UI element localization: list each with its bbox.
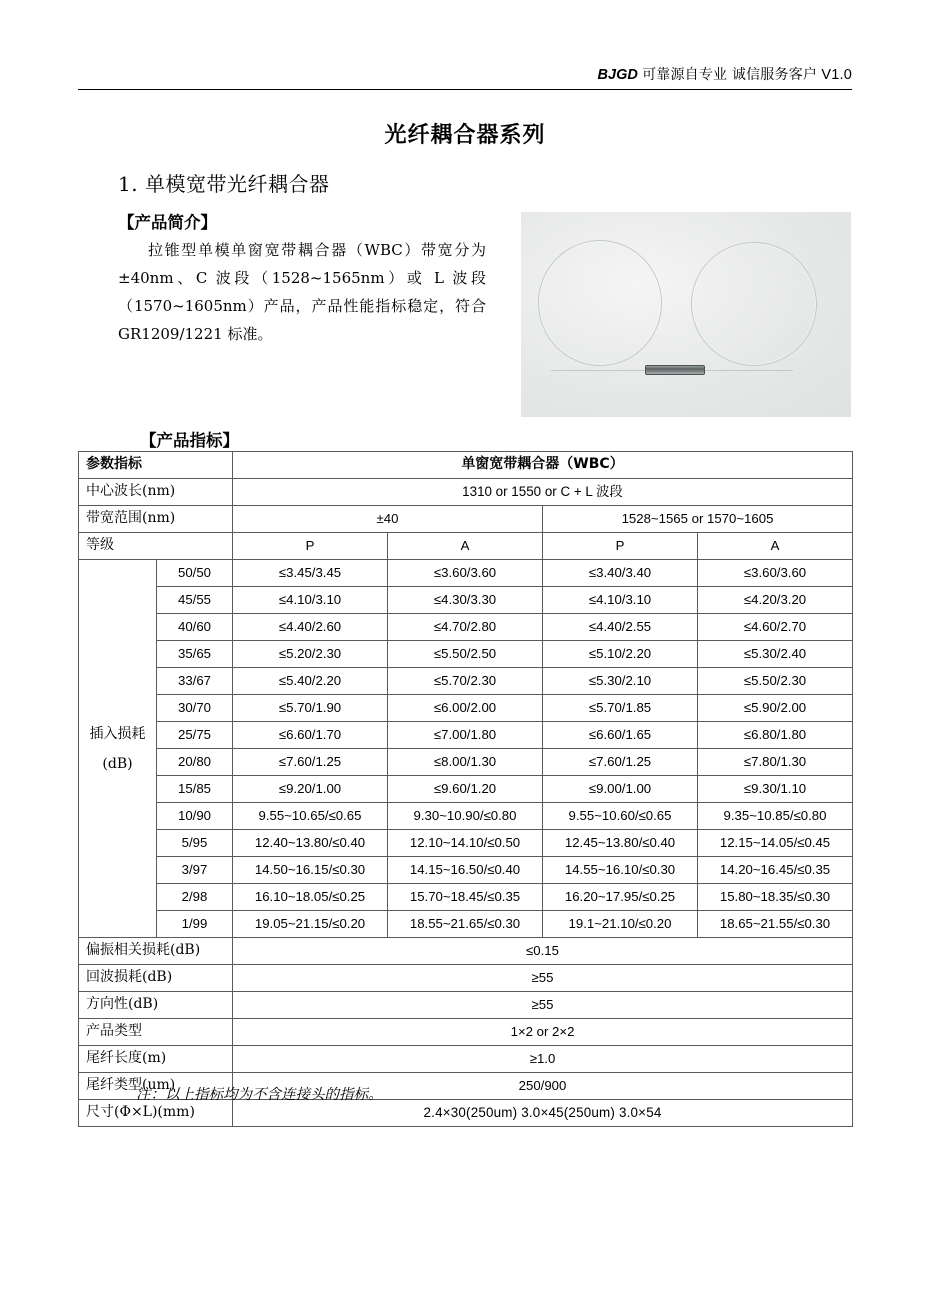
il-cell: 15.80~18.35/≤0.30 — [698, 884, 853, 911]
il-cell: ≤5.30/2.40 — [698, 641, 853, 668]
il-cell: 14.15~16.50/≤0.40 — [388, 857, 543, 884]
ratio-label: 35/65 — [157, 641, 233, 668]
table-row — [79, 857, 853, 884]
il-cell: ≤5.90/2.00 — [698, 695, 853, 722]
il-cell: 12.15~14.05/≤0.45 — [698, 830, 853, 857]
table-row — [79, 749, 853, 776]
table-row — [79, 830, 853, 857]
ratio-label: 20/80 — [157, 749, 233, 776]
il-cell: ≤5.50/2.30 — [698, 668, 853, 695]
ratio-label: 25/75 — [157, 722, 233, 749]
table-row-center-wavelength — [79, 479, 853, 506]
il-cell: ≤5.10/2.20 — [543, 641, 698, 668]
table-row — [79, 911, 853, 938]
brand-name: BJGD — [597, 67, 638, 83]
grade-col-1: P — [233, 533, 388, 560]
il-cell: ≤4.60/2.70 — [698, 614, 853, 641]
row-value-product-type: 1×2 or 2×2 — [233, 1019, 853, 1046]
product-photo — [521, 212, 851, 417]
il-cell: ≤5.70/1.90 — [233, 695, 388, 722]
il-cell: ≤5.40/2.20 — [233, 668, 388, 695]
il-cell: ≤3.60/3.60 — [388, 560, 543, 587]
section-title: 1. 单模宽带光纤耦合器 — [118, 172, 330, 196]
il-cell: 12.10~14.10/≤0.50 — [388, 830, 543, 857]
ratio-label: 45/55 — [157, 587, 233, 614]
table-row — [79, 776, 853, 803]
il-cell: 12.45~13.80/≤0.40 — [543, 830, 698, 857]
header-product-label: 单窗宽带耦合器（WBC） — [233, 452, 853, 479]
row-value-return-loss: ≥55 — [233, 965, 853, 992]
il-cell: 16.10~18.05/≤0.25 — [233, 884, 388, 911]
table-row-return-loss — [79, 965, 853, 992]
ratio-label: 30/70 — [157, 695, 233, 722]
bandwidth-value-right: 1528~1565 or 1570~1605 — [543, 506, 853, 533]
il-cell: 12.40~13.80/≤0.40 — [233, 830, 388, 857]
il-cell: ≤4.70/2.80 — [388, 614, 543, 641]
il-cell: 14.55~16.10/≤0.30 — [543, 857, 698, 884]
spec-table — [78, 451, 853, 1127]
il-cell: ≤7.00/1.80 — [388, 722, 543, 749]
il-cell: ≤7.80/1.30 — [698, 749, 853, 776]
ratio-label: 2/98 — [157, 884, 233, 911]
il-cell: 14.20~16.45/≤0.35 — [698, 857, 853, 884]
il-cell: ≤6.00/2.00 — [388, 695, 543, 722]
table-row — [79, 884, 853, 911]
spec-heading: 【产品指标】 — [140, 431, 239, 450]
row-value-center-wavelength: 1310 or 1550 or C + L 波段 — [233, 479, 853, 506]
table-row-param-header — [79, 452, 853, 479]
il-cell: ≤6.60/1.70 — [233, 722, 388, 749]
il-cell: ≤9.20/1.00 — [233, 776, 388, 803]
il-cell: ≤3.45/3.45 — [233, 560, 388, 587]
coupler-tube — [645, 365, 705, 375]
row-label-pdl: 偏振相关损耗(dB) — [79, 938, 233, 965]
il-cell: ≤9.60/1.20 — [388, 776, 543, 803]
il-cell: ≤4.10/3.10 — [233, 587, 388, 614]
page-title: 光纤耦合器系列 — [384, 123, 546, 148]
il-cell: ≤4.30/3.30 — [388, 587, 543, 614]
il-cell: 9.30~10.90/≤0.80 — [388, 803, 543, 830]
table-row — [79, 560, 853, 587]
row-label-directivity: 方向性(dB) — [79, 992, 233, 1019]
il-cell: ≤9.30/1.10 — [698, 776, 853, 803]
grade-col-3: P — [543, 533, 698, 560]
row-label-pigtail-type: 尾纤类型(um) — [79, 1073, 233, 1100]
bandwidth-value-left: ±40 — [233, 506, 543, 533]
header-version: V1.0 — [821, 67, 852, 83]
il-cell: ≤5.30/2.10 — [543, 668, 698, 695]
row-value-pigtail-type: 250/900 — [233, 1073, 853, 1100]
grade-col-4: A — [698, 533, 853, 560]
header-param-label: 参数指标 — [79, 452, 233, 479]
table-row-bandwidth — [79, 506, 853, 533]
il-cell: 14.50~16.15/≤0.30 — [233, 857, 388, 884]
row-label-return-loss: 回波损耗(dB) — [79, 965, 233, 992]
table-row — [79, 587, 853, 614]
header-slogan: 可靠源自专业 诚信服务客户 — [642, 67, 818, 83]
il-cell: ≤5.20/2.30 — [233, 641, 388, 668]
il-cell: ≤6.80/1.80 — [698, 722, 853, 749]
ratio-label: 5/95 — [157, 830, 233, 857]
fiber-pigtail-right — [701, 370, 793, 371]
il-cell: ≤4.20/3.20 — [698, 587, 853, 614]
il-cell: ≤5.70/2.30 — [388, 668, 543, 695]
il-cell: ≤4.40/2.60 — [233, 614, 388, 641]
row-value-directivity: ≥55 — [233, 992, 853, 1019]
table-footnote: 注：以上指标均为不含连接头的指标。 — [136, 1087, 383, 1103]
row-label-bandwidth: 带宽范围(nm) — [79, 506, 233, 533]
row-label-product-type: 产品类型 — [79, 1019, 233, 1046]
ratio-label: 10/90 — [157, 803, 233, 830]
fiber-pigtail-left — [551, 370, 647, 371]
spec-table-body — [79, 452, 853, 1127]
il-cell: ≤9.00/1.00 — [543, 776, 698, 803]
il-cell: ≤7.60/1.25 — [233, 749, 388, 776]
page-header — [78, 64, 852, 90]
row-label-grade: 等级 — [79, 533, 233, 560]
table-row — [79, 722, 853, 749]
il-cell: ≤8.00/1.30 — [388, 749, 543, 776]
il-cell: 9.55~10.65/≤0.65 — [233, 803, 388, 830]
il-cell: 16.20~17.95/≤0.25 — [543, 884, 698, 911]
il-cell: 9.35~10.85/≤0.80 — [698, 803, 853, 830]
row-value-pigtail-length: ≥1.0 — [233, 1046, 853, 1073]
table-row — [79, 803, 853, 830]
intro-heading: 【产品简介】 — [118, 213, 217, 232]
intro-body: 拉锥型单模单窗宽带耦合器（WBC）带宽分为±40nm、C 波段（1528~1565nm）或 L 波段（1570~1605nm）产品，产品性能指标稳定，符合 GR1209/1221 标准。 — [118, 241, 486, 343]
row-value-pdl: ≤0.15 — [233, 938, 853, 965]
il-cell: 19.1~21.10/≤0.20 — [543, 911, 698, 938]
table-row-pdl — [79, 938, 853, 965]
il-cell: 18.55~21.65/≤0.30 — [388, 911, 543, 938]
row-label-dimensions: 尺寸(Φ×L)(mm) — [79, 1100, 233, 1127]
il-cell: ≤5.50/2.50 — [388, 641, 543, 668]
ratio-label: 15/85 — [157, 776, 233, 803]
insertion-loss-label-line1: 插入损耗 — [89, 725, 146, 742]
table-row-directivity — [79, 992, 853, 1019]
table-row-pigtail-length — [79, 1046, 853, 1073]
table-row — [79, 614, 853, 641]
row-label-pigtail-length: 尾纤长度(m) — [79, 1046, 233, 1073]
ratio-label: 3/97 — [157, 857, 233, 884]
il-cell: ≤7.60/1.25 — [543, 749, 698, 776]
table-row-product-type — [79, 1019, 853, 1046]
table-row — [79, 668, 853, 695]
header-text — [598, 64, 852, 84]
il-cell: ≤3.40/3.40 — [543, 560, 698, 587]
il-cell: ≤4.10/3.10 — [543, 587, 698, 614]
table-row-grade — [79, 533, 853, 560]
ratio-label: 50/50 — [157, 560, 233, 587]
il-cell: ≤5.70/1.85 — [543, 695, 698, 722]
ratio-label: 33/67 — [157, 668, 233, 695]
il-cell: ≤4.40/2.55 — [543, 614, 698, 641]
grade-col-2: A — [388, 533, 543, 560]
il-cell: 9.55~10.60/≤0.65 — [543, 803, 698, 830]
il-cell: 18.65~21.55/≤0.30 — [698, 911, 853, 938]
insertion-loss-label-line2: (dB) — [102, 755, 133, 772]
row-label-insertion-loss — [79, 560, 157, 938]
table-row — [79, 641, 853, 668]
il-cell: ≤3.60/3.60 — [698, 560, 853, 587]
il-cell: ≤6.60/1.65 — [543, 722, 698, 749]
ratio-label: 40/60 — [157, 614, 233, 641]
table-row — [79, 695, 853, 722]
il-cell: 15.70~18.45/≤0.35 — [388, 884, 543, 911]
il-cell: 19.05~21.15/≤0.20 — [233, 911, 388, 938]
row-value-dimensions: 2.4×30(250um) 3.0×45(250um) 3.0×54 — [233, 1100, 853, 1127]
row-label-center-wavelength: 中心波长(nm) — [79, 479, 233, 506]
ratio-label: 1/99 — [157, 911, 233, 938]
